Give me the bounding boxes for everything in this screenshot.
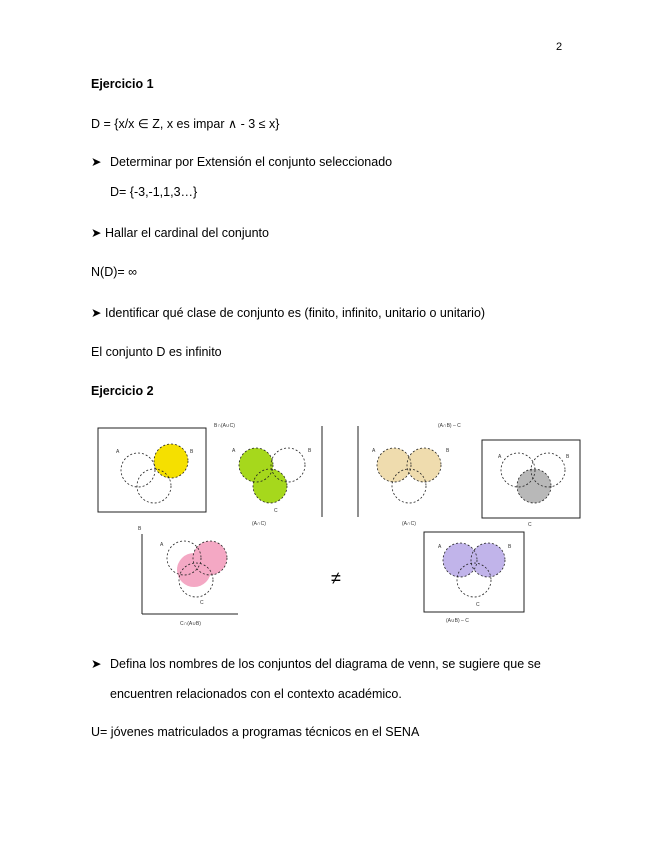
label-a: A [232,448,236,454]
header-d3: (A∩B) – C [438,423,461,429]
ex1-bullet-3 [91,305,485,320]
arrow-bullet-icon: ➤ [91,306,102,320]
caption-d2: (A∩C) [252,521,266,527]
venn-diagram-gray [482,440,580,528]
ex1-answer: El conjunto D es infinito [91,345,222,359]
ex1-title: Ejercicio 1 [91,77,154,91]
bullet-text: Hallar el cardinal del conjunto [105,226,269,240]
label-a: A [160,542,164,548]
label-a: A [498,454,502,460]
ex1-extension: D= {-3,-1,1,3…} [110,185,198,199]
caption-d3: (A∩C) [402,521,416,527]
caption-d5: C∩(A∪B) [180,621,201,627]
venn-diagram-b [98,428,206,532]
venn-diagram-green [214,423,322,527]
label-b: B [446,448,450,454]
venn-diagrams-figure [96,418,596,638]
not-equal-sign: ≠ [331,568,341,588]
ex2-bullet [91,656,541,671]
ex2-title: Ejercicio 2 [91,384,154,398]
header-d2: B∩(A∪C) [214,423,235,429]
label-b: B [508,544,512,550]
caption-d4: C [528,522,532,528]
bullet-text: Determinar por Extensión el conjunto seleccionado [110,155,393,169]
ex1-bullet-2 [91,225,269,240]
label-b: B [190,449,194,455]
ex1-bullet-1 [91,154,392,169]
bullet-text: Identificar qué clase de conjunto es (finito, infinito, unitario o unitario) [105,306,486,320]
ex2-bullet-continuation: encuentren relacionados con el contexto académico. [110,687,402,701]
label-a: A [372,448,376,454]
label-b: B [308,448,312,454]
venn-diagram-lavender [424,532,524,624]
label-b: B [566,454,570,460]
label-a: A [438,544,442,550]
arrow-bullet-icon: ➤ [91,657,102,671]
ex2-universe: U= jóvenes matriculados a programas técnicos en el SENA [91,725,420,739]
caption-d6: (A∪B) – C [446,618,469,624]
label-c: C [274,508,278,514]
label-c: C [476,602,480,608]
arrow-bullet-icon: ➤ [91,226,102,240]
arrow-bullet-icon: ➤ [91,155,102,169]
venn-diagram-pink [142,534,238,627]
caption-b: B [138,526,142,532]
venn-diagram-beige [358,423,461,527]
ex1-definition: D = {x/x ∈ Z, x es impar ∧ - 3 ≤ x} [91,117,280,131]
label-a: A [116,449,120,455]
label-c: C [200,600,204,606]
ex1-cardinal: N(D)= ∞ [91,265,138,279]
page-number: 2 [556,41,563,53]
bullet-text: Defina los nombres de los conjuntos del diagrama de venn, se sugiere que se [110,657,541,671]
